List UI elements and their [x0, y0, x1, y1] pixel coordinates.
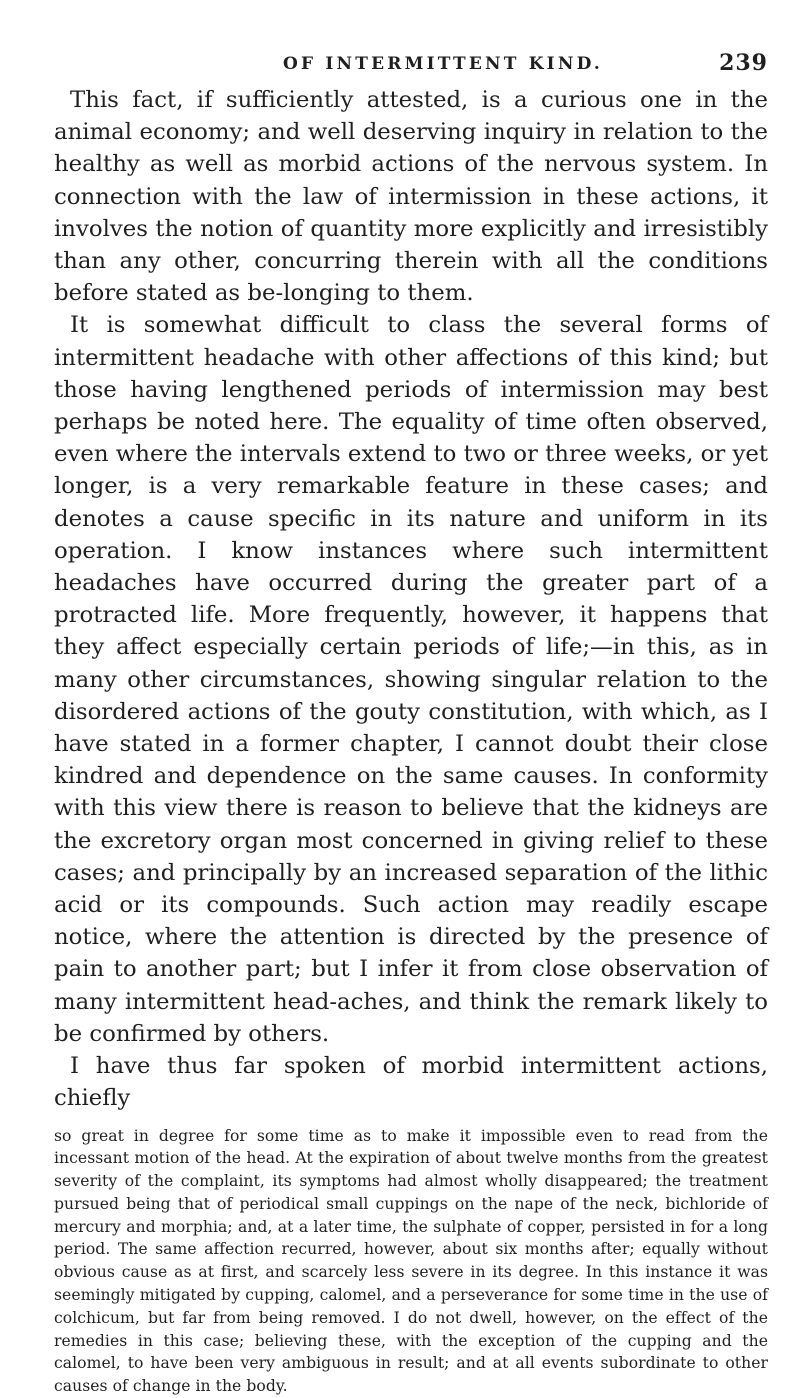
book-page: [54, 0, 768, 1398]
paragraph-1: This fact, if sufficiently attested, is a curious one in the animal economy; and well deserving inquiry in relation to the healthy as well as morbid actions of the nervous system. In connection with the law of intermission in these actions, it involves the notion of quantity more explicitly and irresistibly than any other, concurring therein with all the conditions before stated as be-longing to them.: [54, 84, 768, 309]
paragraph-2: It is somewhat difficult to class the several forms of intermittent headache with other affections of this kind; but those having lengthened periods of intermission may best perhaps be noted here. The equality of time often observed, even where the intervals extend to two or three weeks, or yet longer, is a very remarkable feature in these cases; and denotes a cause specific in its nature and uniform in its operation. I know instances where such intermittent headaches have occurred during the greater part of a protracted life. More frequently, however, it happens that they affect especially certain periods of life;—in this, as in many other circumstances, showing singular relation to the disordered actions of the gouty constitution, with which, as I have stated in a former chapter, I cannot doubt their close kindred and dependence on the same causes. In conformity with this view there is reason to believe that the kidneys are the excretory organ most concerned in giving relief to these cases; and principally by an increased separation of the lithic acid or its compounds. Such action may readily escape notice, where the attention is directed by the presence of pain to another part; but I infer it from close observation of many intermittent head-aches, and think the remark likely to be confirmed by others.: [54, 309, 768, 1050]
footnote: so great in degree for some time as to make it impossible even to read from the incessant motion of the head. At the expiration of about twelve months from the greatest severity of the complaint, its symptoms had almost wholly disappeared; the treatment pursued being that of periodical small cuppings on the nape of the neck, bichloride of mercury and morphia; and, at a later time, the sulphate of copper, persisted in for a long period. The same affection recurred, however, about six months after; equally without obvious cause as at first, and scarcely less severe in its degree. In this instance it was seemingly mitigated by cupping, calomel, and a perseverance for some time in the use of colchicum, but far from being removed. I do not dwell, however, on the effect of the remedies in this case; believing these, with the exception of the cupping and the calomel, to have been very ambiguous in result; and at all events subordinate to other causes of change in the body.: [54, 1125, 768, 1398]
page-number: 239: [719, 50, 768, 76]
running-title: OF INTERMITTENT KIND.: [54, 54, 768, 74]
main-text: [54, 76, 768, 1115]
running-head: [54, 0, 768, 76]
paragraph-3: I have thus far spoken of morbid intermittent actions, chiefly: [54, 1050, 768, 1114]
